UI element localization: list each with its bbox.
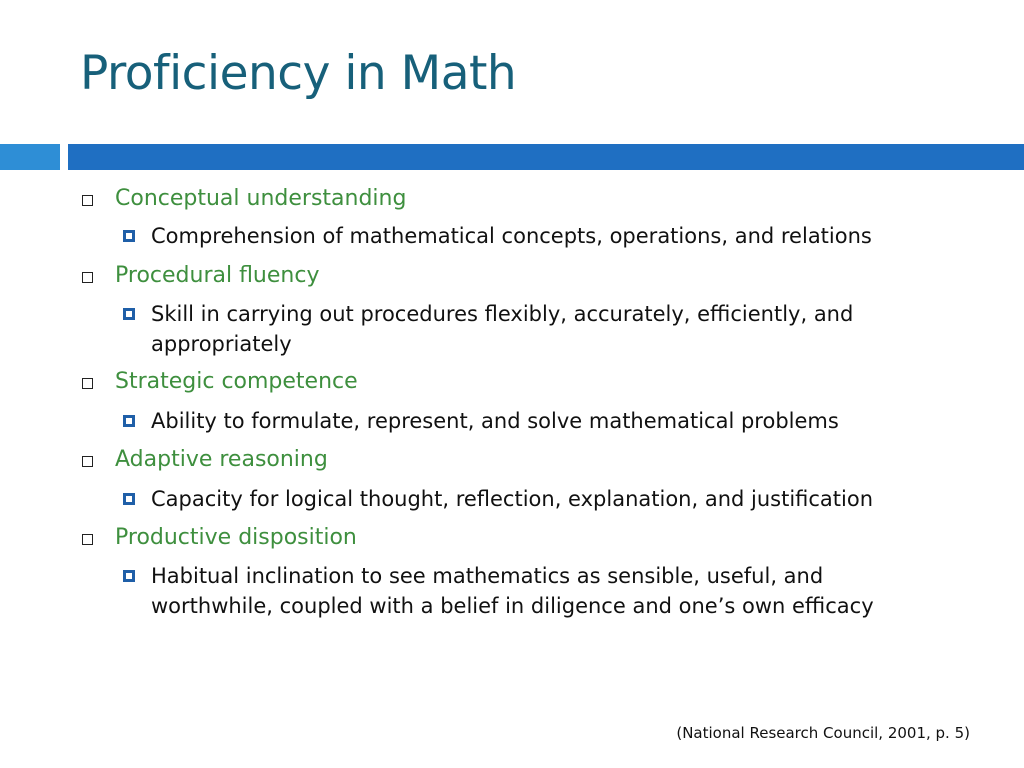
sub-bullet-productive-disposition — [78, 561, 978, 621]
sub-bullet-text: Comprehension of mathematical concepts, operations, and relations — [151, 224, 872, 248]
hollow-square-bullet-icon — [82, 272, 93, 283]
bullet-procedural-fluency — [78, 261, 978, 291]
sub-bullet-text: Skill in carrying out procedures flexibly, accurately, efficiently, and appropriately — [151, 302, 854, 356]
filled-square-bullet-icon — [123, 308, 135, 320]
hollow-square-bullet-icon — [82, 195, 93, 206]
citation: (National Research Council, 2001, p. 5) — [676, 724, 970, 742]
hollow-square-bullet-icon — [82, 456, 93, 467]
filled-square-bullet-icon — [123, 230, 135, 242]
bullet-label: Conceptual understanding — [115, 186, 407, 211]
filled-square-bullet-icon — [123, 493, 135, 505]
bullet-list — [78, 184, 978, 621]
sub-bullet-text: Capacity for logical thought, reflection, explanation, and justification — [151, 487, 874, 511]
bullet-conceptual-understanding — [78, 184, 978, 214]
bullet-adaptive-reasoning — [78, 445, 978, 475]
sub-bullet-conceptual-understanding — [78, 221, 978, 251]
accent-bar-left — [0, 144, 60, 170]
hollow-square-bullet-icon — [82, 378, 93, 389]
sub-bullet-text: Ability to formulate, represent, and solve mathematical problems — [151, 409, 839, 433]
accent-bar-main — [68, 144, 1024, 170]
filled-square-bullet-icon — [123, 570, 135, 582]
bullet-strategic-competence — [78, 367, 978, 397]
filled-square-bullet-icon — [123, 415, 135, 427]
bullet-label: Strategic competence — [115, 369, 358, 394]
sub-bullet-text: Habitual inclination to see mathematics as sensible, useful, and worthwhile, coupled with a belief in diligence and one’s own efficacy — [151, 564, 874, 618]
hollow-square-bullet-icon — [82, 534, 93, 545]
sub-bullet-strategic-competence — [78, 406, 978, 436]
sub-bullet-procedural-fluency — [78, 299, 978, 359]
bullet-label: Procedural fluency — [115, 263, 320, 288]
bullet-productive-disposition — [78, 523, 978, 553]
bullet-label: Productive disposition — [115, 525, 357, 550]
bullet-label: Adaptive reasoning — [115, 447, 328, 472]
sub-bullet-adaptive-reasoning — [78, 484, 978, 514]
slide-title: Proficiency in Math — [80, 46, 517, 101]
